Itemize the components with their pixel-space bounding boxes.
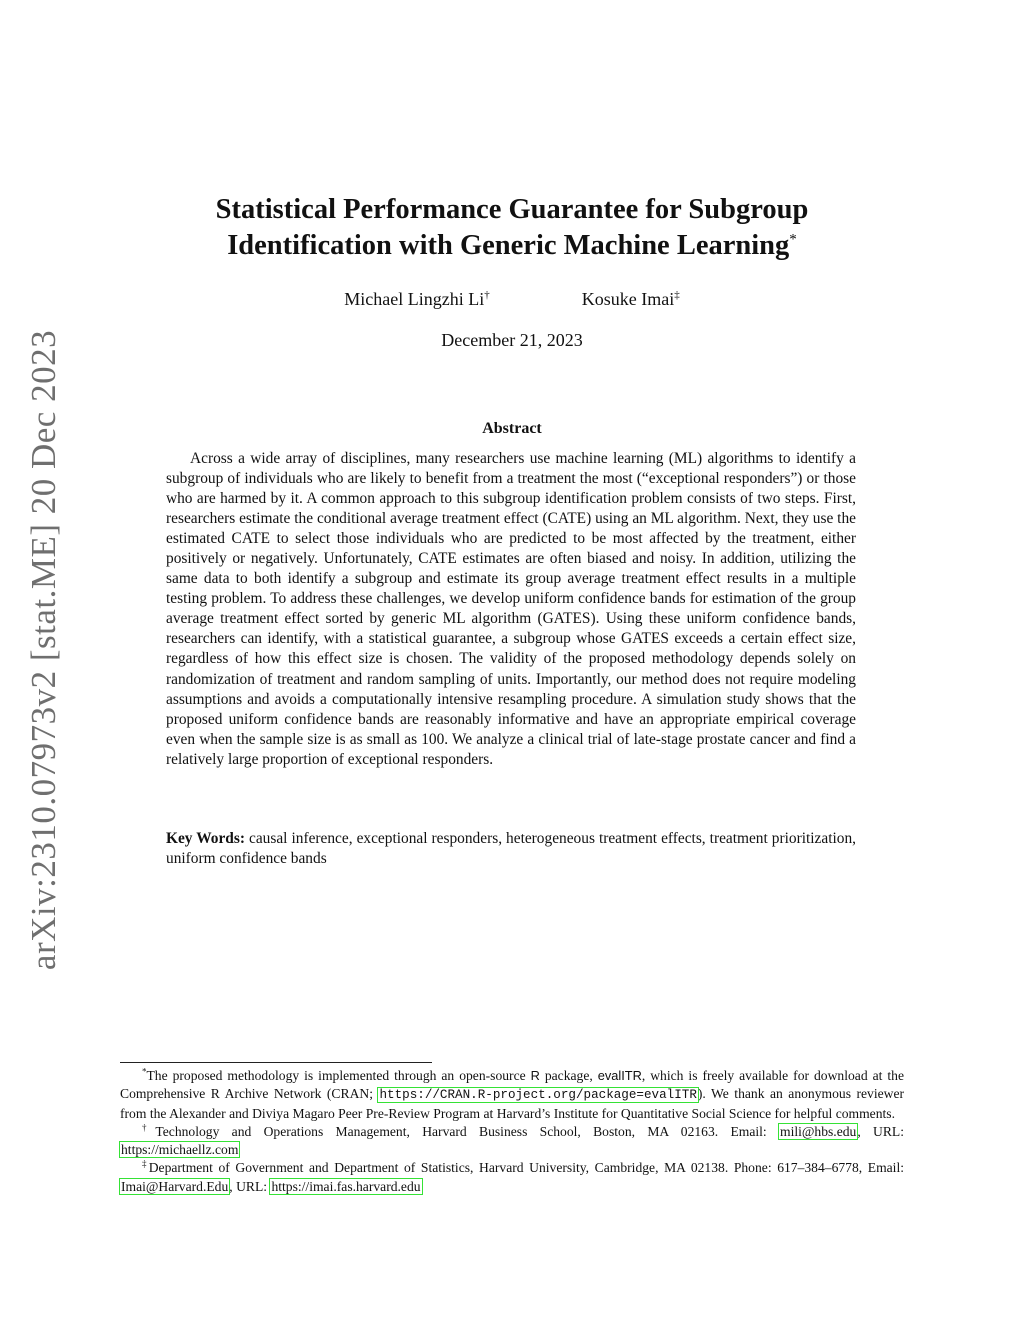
footnote-1-mark: * xyxy=(142,1066,147,1077)
email-link-imai[interactable]: Imai@Harvard.Edu xyxy=(121,1178,229,1194)
url-link-li[interactable]: https://michaellz.com xyxy=(121,1142,239,1158)
footnote-1-text-c: , which is freely available for download at the Comprehensive R Archive Network (CRAN; xyxy=(120,1068,904,1102)
footnote-1-r: R xyxy=(530,1068,540,1083)
title-line-2-text: Identification with Generic Machine Learning xyxy=(227,230,790,261)
publication-date: December 21, 2023 xyxy=(441,330,583,350)
author-list xyxy=(120,287,904,311)
arxiv-identifier-stamp: arXiv:2310.07973v2 [stat.ME] 20 Dec 2023 xyxy=(24,329,63,971)
footnote-divider xyxy=(120,1062,432,1063)
keywords-label: Key Words: xyxy=(166,830,245,847)
author-2-mark: ‡ xyxy=(674,289,680,301)
footnote-3 xyxy=(120,1159,904,1196)
author-2-name: Kosuke Imai xyxy=(581,289,675,309)
footnote-2-text-a: Technology and Operations Management, Harvard Business School, Boston, MA 02163. Email: xyxy=(155,1123,779,1139)
title-line-2 xyxy=(120,228,904,264)
abstract-heading: Abstract xyxy=(482,420,542,437)
paper-title xyxy=(120,192,904,264)
footnote-2-mark: † xyxy=(142,1122,156,1133)
footnote-1-text-a: The proposed methodology is implemented through an open-source xyxy=(146,1068,531,1083)
footnote-3-text-b: , URL: xyxy=(229,1178,271,1194)
footnote-1 xyxy=(120,1067,904,1123)
keywords-text: causal inference, exceptional responders, heterogeneous treatment effects, treatment prioritization, uniform confidence bands xyxy=(166,830,856,868)
url-link-imai[interactable]: https://imai.fas.harvard.edu xyxy=(271,1178,421,1194)
footnote-1-package-name: evalITR xyxy=(597,1068,642,1083)
abstract-body: Across a wide array of disciplines, many researchers use machine learning (ML) algorithms to identify a subgroup of individuals who are likely to benefit from a treatment the most (“exceptional responders”) or those who are harmed by it. A common approach to this subgroup identification problem consists of two steps. First, researchers estimate the conditional average treatment effect (CATE) using an ML algorithm. Next, they use the estimated CATE to select those individuals who are predicted to be most affected by the treatment, either positively or negatively. Unfortunately, CATE estimates are often biased and noisy. In addition, utilizing the same data to both identify a subgroup and estimate its group average treatment effect results in a multiple testing problem. To address these challenges, we develop uniform confidence bands for estimation of the group average treatment effect sorted by generic ML algorithm (GATES). Using these uniform confidence bands, researchers can identify, with a statistical guarantee, a subgroup whose GATES exceeds a certain effect size, regardless of how this effect size is chosen. The validity of the proposed methodology depends solely on randomization of treatment and random sampling of units. Importantly, our method does not require modeling assumptions and avoids a computationally intensive resampling procedure. A simulation study shows that the proposed uniform confidence bands are reasonably informative and have an appropriate empirical coverage even when the sample size is as small as 100. We analyze a clinical trial of late-stage prostate cancer and find a relatively large proportion of exceptional responders. xyxy=(166,450,856,768)
footnote-2-text-b: , URL: xyxy=(857,1123,905,1139)
footnote-3-mark: ‡ xyxy=(142,1158,149,1169)
author-1 xyxy=(344,287,489,311)
author-1-name: Michael Lingzhi Li xyxy=(344,289,485,309)
author-2 xyxy=(582,287,680,311)
email-link-li[interactable]: mili@hbs.edu xyxy=(780,1123,857,1139)
title-footnote-mark: * xyxy=(789,231,797,248)
cran-package-link[interactable]: https://CRAN.R-project.org/package=evalITR xyxy=(379,1088,697,1103)
footnote-3-text-a: Department of Government and Department of Statistics, Harvard University, Cambridge, MA 02138. Phone: 617–384–6778, Email: xyxy=(148,1160,905,1176)
footnote-1-text-d: ). We thank an anonymous reviewer from the Alexander and Diviya Magaro Peer Pre-Review Program at Harvard’s Institute for Quantitative Social Science for helpful comments. xyxy=(120,1086,905,1121)
footnote-2 xyxy=(120,1123,904,1160)
keywords-paragraph xyxy=(166,829,856,869)
footnotes xyxy=(120,1067,904,1196)
title-line-1: Statistical Performance Guarantee for Subgroup xyxy=(215,194,809,225)
footnote-1-text-b: package, xyxy=(539,1068,598,1083)
author-1-mark: † xyxy=(484,289,490,301)
